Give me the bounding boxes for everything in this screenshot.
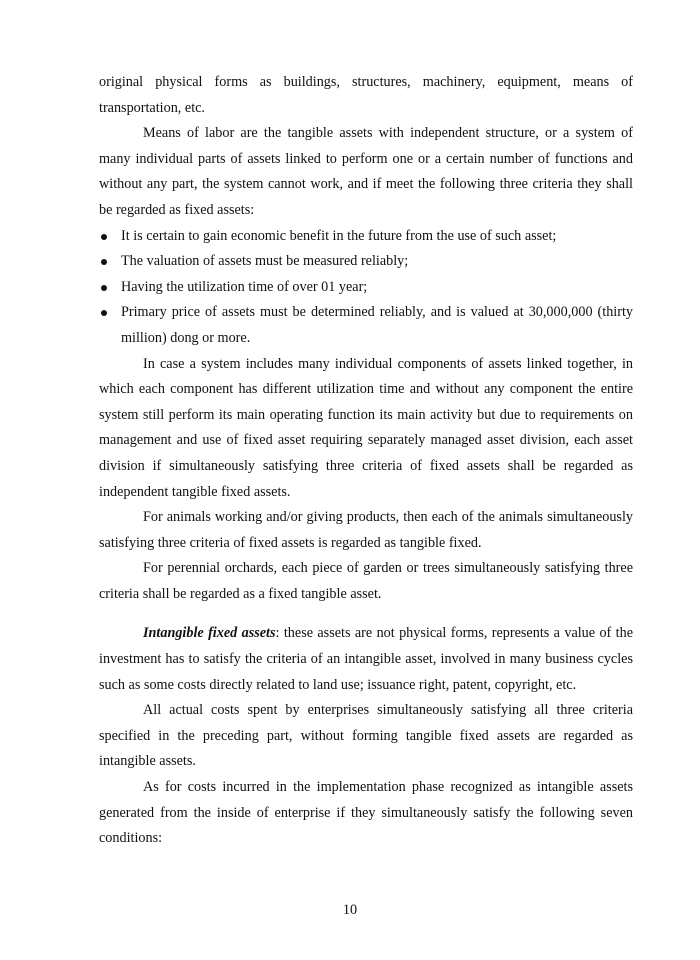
list-item-text: The valuation of assets must be measured reliably;	[121, 253, 409, 270]
list-item-text: Primary price of assets must be determined reliably, and is valued at 30,000,000 (thirty million) dong or more.	[121, 304, 633, 346]
page-number: 10	[342, 902, 358, 918]
term-heading: Intangible fixed assets	[143, 625, 276, 642]
bullet-icon	[101, 234, 107, 240]
bullet-icon	[101, 310, 107, 316]
list-item	[99, 224, 633, 250]
paragraph-spacer	[99, 607, 633, 621]
list-item-text: It is certain to gain economic benefit in the future from the use of such asset;	[121, 227, 557, 244]
paragraph-system-components: In case a system includes many individual components of assets linked together, in which each component has different utilization time and without any component the entire system still perform its main operating function its main activity but due to requirements on management and use of fixed asset requiring separately managed asset division, each asset division if simultaneously satisfying three criteria of fixed assets shall be regarded as independent tangible fixed assets.	[99, 355, 633, 500]
criteria-list	[99, 224, 633, 352]
list-item	[99, 275, 633, 301]
paragraph-intangible-fixed-assets	[99, 621, 633, 698]
term-definition: : these assets are not physical forms, represents a value of the investment has to satisfy the criteria of an intangible asset, involved in many business cycles such as some costs directly related to land use; issuance right, patent, copyright, etc.	[99, 625, 633, 693]
list-item	[99, 249, 633, 275]
paragraph-implementation-costs: As for costs incurred in the implementation phase recognized as intangible assets generated from the inside of enterprise if they simultaneously satisfy the following seven conditions:	[99, 779, 633, 847]
document-body	[99, 70, 633, 852]
bullet-icon	[101, 285, 107, 291]
paragraph-animals: For animals working and/or giving products, then each of the animals simultaneously satisfying three criteria of fixed assets is regarded as tangible fixed.	[99, 509, 633, 551]
paragraph-orchards: For perennial orchards, each piece of garden or trees simultaneously satisfying three criteria shall be regarded as a fixed tangible asset.	[99, 560, 633, 602]
list-item-text: Having the utilization time of over 01 year;	[121, 278, 368, 295]
paragraph-continuation: original physical forms as buildings, structures, machinery, equipment, means of transportation, etc.	[99, 74, 633, 116]
paragraph-means-of-labor: Means of labor are the tangible assets with independent structure, or a system of many individual parts of assets linked to perform one or a certain number of functions and without any part, the system cannot work, and if meet the following three criteria they shall be regarded as fixed assets:	[99, 125, 633, 218]
paragraph-actual-costs: All actual costs spent by enterprises simultaneously satisfying all three criteria specified in the preceding part, without forming tangible fixed assets are regarded as intangible assets.	[99, 702, 633, 770]
bullet-icon	[101, 259, 107, 265]
list-item	[99, 300, 633, 351]
